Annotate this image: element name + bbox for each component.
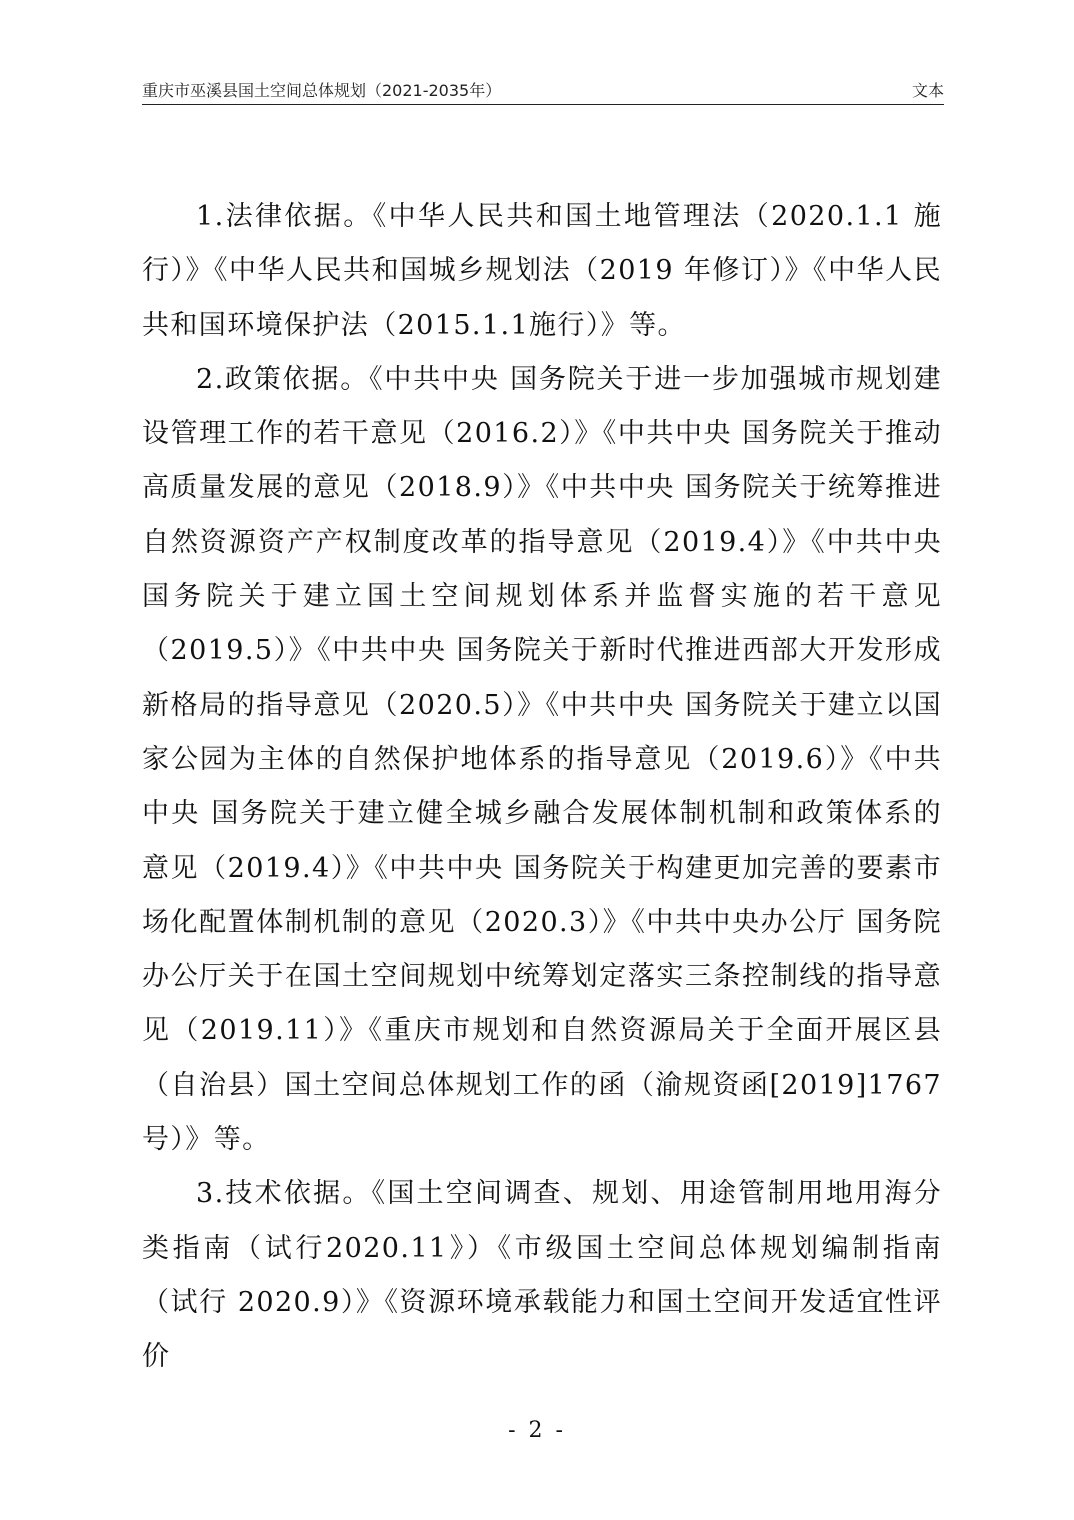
page-number: - 2 - <box>508 1418 566 1443</box>
paragraph-policy-basis: 2.政策依据。《中共中央 国务院关于进一步加强城市规划建设管理工作的若干意见（2016.2）》《中共中央 国务院关于推动高质量发展的意见（2018.9）》《中共中央 国务院关于统筹推进自然资源资产产权制度改革的指导意见（2019.4）》《中共中央 国务院关于建立国土空间规划体系并监督实施的若干意见（2019.5）》《中共中央 国务院关于新时代推进西部大开发形成新格局的指导意见（2020.5）》《中共中央 国务院关于建立以国家公园为主体的自然保护地体系的指导意见（2019.6）》《中共中央 国务院关于建立健全城乡融合发展体制机制和政策体系的意见（2019.4）》《中共中央 国务院关于构建更加完善的要素市场化配置体制机制的意见（2020.3）》《中共中央办公厅 国务院办公厅关于在国土空间规划中统筹划定落实三条控制线的指导意见（2019.11）》《重庆市规划和自然资源局关于全面开展区县（自治县）国土空间总体规划工作的函（渝规资函[2019]1767号）》等。 <box>142 363 942 1156</box>
paragraph-legal-basis: 1.法律依据。《中华人民共和国土地管理法（2020.1.1 施行）》《中华人民共和国城乡规划法（2019 年修订）》《中华人民共和国环境保护法（2015.1.1施行）》等。 <box>142 201 942 341</box>
document-title: 重庆市巫溪县国土空间总体规划（2021-2035年） <box>142 81 502 100</box>
document-body <box>142 190 942 1385</box>
page-header <box>142 72 944 105</box>
section-label: 文本 <box>911 81 944 100</box>
paragraph-technical-basis: 3.技术依据。《国土空间调查、规划、用途管制用地用海分类指南（试行2020.11》）《市级国土空间总体规划编制指南（试行 2020.9）》《资源环境承载能力和国土空间开发适宜性评价 <box>142 1178 942 1373</box>
